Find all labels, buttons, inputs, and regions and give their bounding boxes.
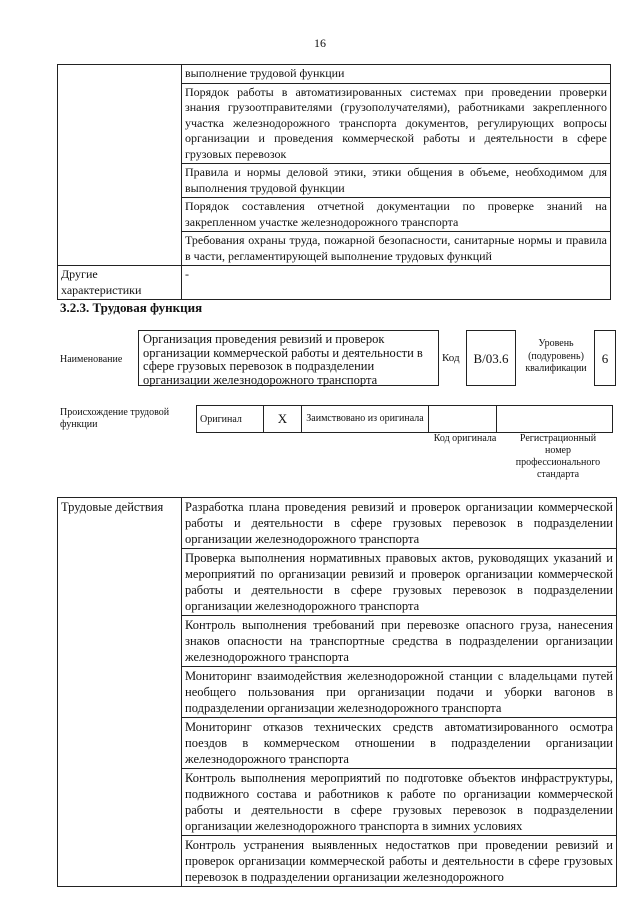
code-value: B/03.6 — [466, 330, 516, 386]
knowledge-row: Порядок работы в автоматизированных системах при проведении проверки знания грузоотправителями (грузополучателями), работниками закрепленного участка железнодорожного транспорта документов, регулирующих вопросы организации и проведения коммерческой работы и деятельности в сфере грузовых перевозок — [182, 83, 611, 164]
knowledge-row: выполнение трудовой функции — [182, 65, 611, 84]
labor-action-row: Разработка плана проведения ревизий и проверок организации коммерческой работы и деятельности в сфере грузовых перевозок в подразделении организации железнодорожного транспорта — [182, 498, 617, 549]
knowledge-row: Требования охраны труда, пожарной безопасности, санитарные нормы и правила в части, регламентирующей выполнение трудовых функций — [182, 232, 611, 266]
knowledge-label-cell — [58, 65, 182, 266]
original-mark: X — [264, 406, 302, 433]
labor-actions-table — [57, 497, 617, 887]
knowledge-table — [57, 64, 611, 300]
labor-action-row: Проверка выполнения нормативных правовых актов, руководящих указаний и мероприятий по организации ревизий и проверок организации коммерческой работы и деятельности в сфере грузовых перевозок в подразделении организации железнодорожного транспорта — [182, 549, 617, 616]
labor-action-row: Контроль выполнения требований при перевозке опасного груза, нанесения знаков опасности на транспортные средства в подразделении организации железнодорожного транспорта — [182, 616, 617, 667]
origin-label: Происхождение трудовой функции — [60, 407, 170, 430]
original-label: Оригинал — [197, 406, 264, 433]
other-characteristics-label: Другие характеристики — [58, 266, 182, 300]
qualification-level-label: Уровень (подуровень) квалификации — [525, 338, 587, 374]
knowledge-row: Порядок составления отчетной документации по проверке знаний на закрепленном участке железнодорожного транспорта — [182, 198, 611, 232]
labor-action-row: Контроль выполнения мероприятий по подготовке объектов инфраструктуры, подвижного состава и работников к работе по организации коммерческой работы и деятельности в сфере грузовых перевозок в подразделении организации железнодорожного транспорта в зимних условиях — [182, 769, 617, 836]
reg-number-caption: Регистрационный номер профессионального стандарта — [515, 433, 601, 480]
borrowed-label: Заимствовано из оригинала — [302, 406, 429, 433]
labor-action-row: Мониторинг отказов технических средств автоматизированного осмотра поездов в коммерческом отношении в подразделении организации железнодорожного транспорта — [182, 718, 617, 769]
code-caption: Код оригинала — [433, 433, 497, 444]
origin-reg-cell — [497, 406, 613, 433]
page-number: 16 — [314, 36, 326, 50]
other-characteristics-value: - — [182, 266, 611, 300]
name-label: Наименование — [60, 354, 123, 365]
section-heading: 3.2.3. Трудовая функция — [60, 300, 203, 315]
qualification-level-value: 6 — [594, 330, 616, 386]
labor-action-row: Контроль устранения выявленных недостатков при проведении ревизий и проверок организации коммерческой работы и деятельности в сфере грузовых перевозок в подразделении организации железнодорожного — [182, 836, 617, 887]
labor-action-row: Мониторинг взаимодействия железнодорожной станции с владельцами путей необщего пользования при организации подачи и уборки вагонов в подразделении организации железнодорожного транспорта — [182, 667, 617, 718]
origin-code-cell — [429, 406, 497, 433]
origin-table — [196, 405, 613, 433]
labor-actions-label: Трудовые действия — [58, 498, 182, 887]
function-name-box: Организация проведения ревизий и проверок организации коммерческой работы и деятельности в сфере грузовых перевозок в подразделении организации железнодорожного транспорта — [138, 330, 439, 386]
knowledge-row: Правила и нормы деловой этики, этики общения в объеме, необходимом для выполнения трудовой функции — [182, 164, 611, 198]
code-label: Код — [442, 352, 460, 364]
